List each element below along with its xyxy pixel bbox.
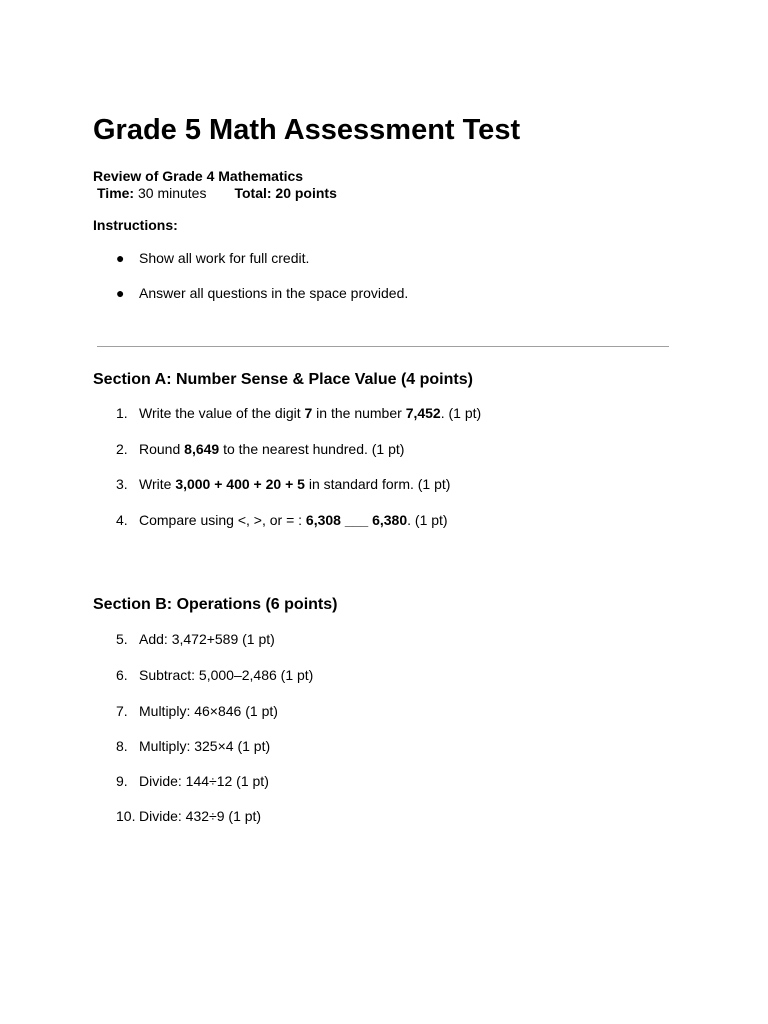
question-item [116,667,313,683]
question-number: 9. [116,773,128,789]
question-item [116,703,278,719]
question-text: Divide: 144÷12 (1 pt) [139,773,269,789]
question-item [116,631,275,647]
question-number: 4. [116,512,128,528]
question-text: to the nearest hundred. (1 pt) [219,441,405,457]
question-emphasis: 7 [304,405,313,421]
question-text: Multiply: 46×846 (1 pt) [139,703,278,719]
question-text: Multiply: 325×4 (1 pt) [139,738,271,754]
question-text: . (1 pt) [440,405,482,421]
total-points: Total: 20 points [234,185,337,201]
question-number: 7. [116,703,128,719]
page-subtitle: Review of Grade 4 Mathematics [93,168,304,184]
question-number: 2. [116,441,128,457]
page-title: Grade 5 Math Assessment Test [93,114,521,146]
question-number: 3. [116,476,128,492]
question-text: Write the value of the digit [139,405,305,421]
question-text: Add: 3,472+589 (1 pt) [139,631,275,647]
question-text: Compare using <, >, or = : [139,512,306,528]
question-item [116,512,448,528]
question-item [116,405,481,421]
question-number: 8. [116,738,128,754]
question-text: in standard form. (1 pt) [304,476,451,492]
question-emphasis: 7,452 [405,405,441,421]
test-meta [97,185,337,201]
bullet-icon: ● [116,250,125,266]
question-number: 5. [116,631,128,647]
question-item [116,441,404,457]
question-item [116,773,269,789]
instructions-label: Instructions: [93,217,178,233]
question-text: Round [139,441,185,457]
question-text: Divide: 432÷9 (1 pt) [139,808,262,824]
question-text: in the number [312,405,406,421]
question-item [116,808,261,824]
instruction-text: Answer all questions in the space provided. [139,285,409,301]
question-text: . (1 pt) [407,512,448,528]
question-emphasis: 3,000 + 400 + 20 + 5 [175,476,305,492]
instruction-text: Show all work for full credit. [139,250,310,266]
question-number: 10. [116,808,136,824]
question-text: Write [139,476,176,492]
question-item [116,476,450,492]
question-emphasis: 6,308 ___ 6,380 [305,512,408,528]
time-value: 30 minutes [134,185,207,201]
instruction-item [116,250,309,266]
time-label: Time: [97,185,135,201]
question-item [116,738,270,754]
question-emphasis: 8,649 [184,441,220,457]
bullet-icon: ● [116,285,125,301]
section-b-heading: Section B: Operations (6 points) [93,596,338,613]
section-a-heading: Section A: Number Sense & Place Value (4 points) [93,371,473,388]
question-number: 6. [116,667,128,683]
instruction-item [116,285,408,301]
question-text: Subtract: 5,000–2,486 (1 pt) [139,667,314,683]
question-number: 1. [116,405,128,421]
section-divider [97,346,669,347]
